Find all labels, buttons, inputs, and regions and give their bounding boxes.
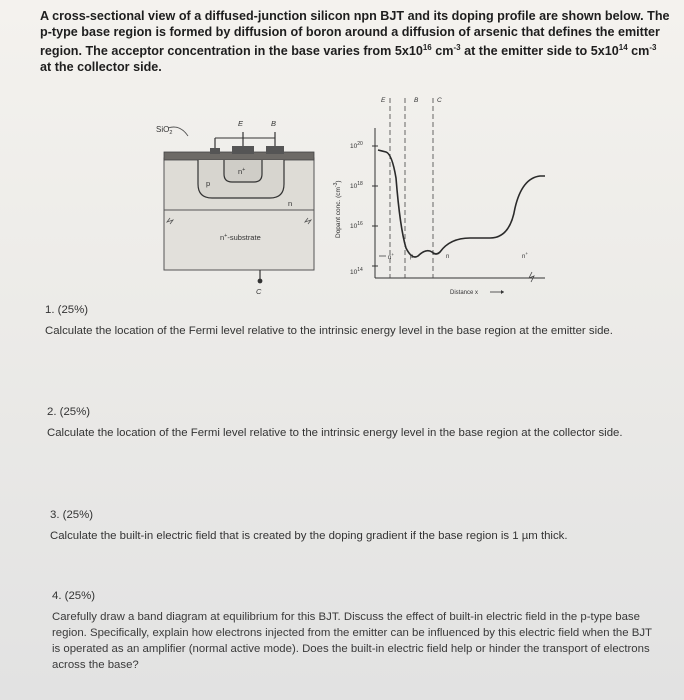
problem-intro	[40, 8, 672, 75]
intro-text: cm	[627, 44, 650, 59]
question-text: Calculate the location of the Fermi level relative to the intrinsic energy level in the base region at the collector side.	[47, 427, 623, 439]
region-b-label: B	[414, 97, 419, 104]
question-text: Carefully draw a band diagram at equilibrium for this BJT. Discuss the effect of built-in electric field in the p-type base region. Specifically, explain how electrons injected from the emitter can be influenced by this electric field when the BJT is operated as an amplifier (normal active mode). Does the built-in electric field help or hinder the transport of electrons across the base?	[52, 611, 652, 671]
y-tick-label-1e18: $10^{18}$	[350, 181, 363, 190]
question-number: 4. (25%)	[52, 590, 96, 602]
doping-curve	[378, 150, 545, 257]
intro-line-3	[40, 40, 672, 59]
x-axis-arrowhead	[501, 290, 504, 294]
question-text: Calculate the built-in electric field that is created by the doping gradient if the base region is 1 µm thick.	[50, 530, 568, 542]
exponent: 16	[422, 43, 432, 52]
question-text: Calculate the location of the Fermi level relative to the intrinsic energy level in the base region at the emitter side.	[45, 325, 613, 337]
region-n-label: n	[446, 254, 450, 260]
intro-line-2: p-type base region is formed by diffusion of boron around a diffusion of arsenic that defines the emitter	[40, 25, 660, 39]
region-p-label: p	[410, 254, 414, 260]
substrate-label: n+-substrate	[220, 233, 261, 242]
emitter-metal	[232, 146, 254, 154]
y-axis-label: Dopant conc. $(cm^{-3})$	[333, 180, 342, 238]
question-1	[45, 302, 645, 339]
y-tick-label-1e16: $10^{16}$	[350, 221, 363, 230]
question-3	[50, 507, 660, 544]
question-2	[47, 404, 647, 441]
intro-text: at the emitter side to 5x10	[460, 44, 619, 59]
question-number: 1. (25%)	[45, 304, 89, 316]
region-nplus-label: n+	[388, 252, 394, 261]
base-contact-label: B	[271, 119, 277, 128]
collector-terminal	[258, 279, 263, 284]
y-tick-label-1e20: $10^{20}$	[350, 141, 363, 150]
sio2-label: SiO$_2$	[156, 125, 173, 136]
intro-text: region. The acceptor concentration in the base varies from 5x10	[40, 44, 423, 59]
question-number: 3. (25%)	[50, 509, 94, 521]
question-4	[52, 588, 652, 673]
region-nplus2-label: n+	[522, 251, 528, 260]
region-e-label: E	[381, 97, 386, 104]
region-c-label: C	[437, 97, 442, 104]
emitter-contact-label: E	[238, 119, 244, 128]
y-tick-label-1e14: $10^{14}$	[350, 267, 363, 276]
question-number: 2. (25%)	[47, 406, 91, 418]
exponent: 14	[618, 43, 628, 52]
intro-text: cm	[431, 44, 454, 59]
emitter-region-label: n+	[238, 167, 246, 176]
base-metal	[266, 146, 284, 154]
exponent: -3	[453, 43, 461, 52]
collector-contact-label: C	[256, 287, 262, 296]
n-region-label: n	[288, 199, 293, 208]
exponent: -3	[649, 43, 657, 52]
axis-break-mark	[529, 272, 534, 282]
doping-profile-plot	[333, 97, 545, 296]
cross-section-diagram	[156, 119, 314, 296]
bjt-figure	[150, 88, 590, 298]
p-region-label: p	[206, 179, 211, 188]
intro-line-1: A cross-sectional view of a diffused-junction silicon npn BJT and its doping profile are shown below. The	[40, 9, 670, 23]
x-axis-label: Distance x	[450, 290, 479, 296]
base-metal-left	[210, 148, 220, 154]
intro-line-4: at the collector side.	[40, 60, 162, 75]
